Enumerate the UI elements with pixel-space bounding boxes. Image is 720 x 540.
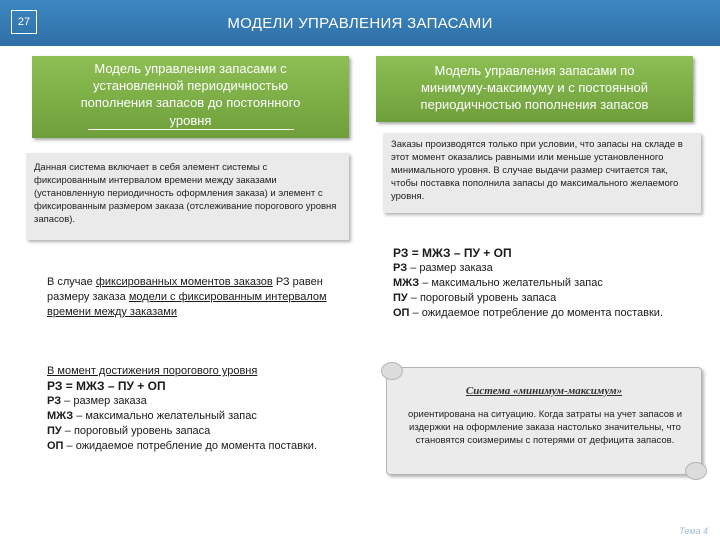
left-heading-line: пополнения запасов до постоянного <box>80 95 301 110</box>
definition-term: РЗ <box>47 395 62 407</box>
left-heading-line: установленной периодичностью <box>93 78 288 93</box>
scroll-curl-icon <box>381 362 403 380</box>
left-heading-line: Модель управления запасами с <box>94 61 287 76</box>
threshold-block <box>47 364 337 454</box>
right-heading-line: периодичностью пополнения запасов <box>420 97 649 112</box>
right-model-heading <box>376 56 693 122</box>
page-title: МОДЕЛИ УПРАВЛЕНИЯ ЗАПАСАМИ <box>227 14 493 32</box>
definition-text: – ожидаемое потребление до момента поставки. <box>63 440 318 452</box>
fixed-moments-link[interactable]: фиксированных моментов заказов <box>95 276 273 288</box>
definition-term: РЗ <box>393 262 408 274</box>
scroll-curl-icon <box>685 462 707 480</box>
definition-term: ОП <box>47 440 64 452</box>
slide-number: 27 <box>11 10 37 34</box>
definition-line <box>393 291 693 306</box>
fixed-moments-middle: РЗ равен размеру заказа <box>47 276 323 303</box>
definition-text: – пороговый уровень запаса <box>407 292 557 304</box>
topic-footer: Тема 4 <box>679 526 708 536</box>
scroll-body: ориентирована на ситуацию. Когда затраты на учет запасов и издержки на оформление заказа настолько значительны, что становятся соизмеримы с потерями от дефицита запасов. <box>407 409 683 446</box>
fixed-interval-model-link[interactable]: модели с фиксированным интервалом времени между заказами <box>47 291 327 318</box>
fixed-moments-text <box>47 275 337 320</box>
left-description-box: Данная система включает в себя элемент системы с фиксированным интервалом времени между заказами (установленную периодичность оформления заказа) и элемент с фиксированным размером заказа (отслеживание порогового уровня запасов). <box>26 153 349 240</box>
right-formula: РЗ = МЖЗ – ПУ + ОП <box>393 246 512 260</box>
definition-term: МЖЗ <box>393 277 420 289</box>
left-formula: РЗ = МЖЗ – ПУ + ОП <box>47 379 166 393</box>
definition-line <box>47 394 337 409</box>
definition-line <box>393 306 693 321</box>
definition-term: ПУ <box>47 425 62 437</box>
definition-term: ПУ <box>393 292 408 304</box>
definition-term: МЖЗ <box>47 410 74 422</box>
definition-text: – размер заказа <box>407 262 493 274</box>
threshold-intro: В момент достижения порогового уровня <box>47 365 258 377</box>
definition-text: – размер заказа <box>61 395 147 407</box>
definition-text: – пороговый уровень запаса <box>61 425 211 437</box>
min-max-scroll <box>386 367 702 475</box>
definition-line <box>47 409 337 424</box>
definition-text: – ожидаемое потребление до момента поставки. <box>409 307 664 319</box>
left-heading-line: уровня <box>88 112 294 130</box>
definition-line <box>393 276 693 291</box>
definition-text: – максимально желательный запас <box>73 410 257 422</box>
right-description-box: Заказы производятся только при условии, что запасы на складе в этот момент оказались равными или меньше установленного минимального уровня. В случае выдачи размер считается так, чтобы поставка пополнила запасы до максимального желаемого уровня. <box>383 133 701 213</box>
definition-text: – максимально желательный запас <box>419 277 603 289</box>
left-model-heading <box>32 56 349 138</box>
right-heading-line: Модель управления запасами по <box>434 63 635 78</box>
definition-line <box>47 439 337 454</box>
definition-term: ОП <box>393 307 410 319</box>
definition-line <box>47 424 337 439</box>
definition-line <box>393 261 693 276</box>
right-formula-block <box>393 246 693 321</box>
right-heading-line: минимуму-максимуму и с постоянной <box>420 80 649 95</box>
fixed-moments-prefix: В случае <box>47 276 96 288</box>
scroll-title: Система «минимум-максимум» <box>465 385 623 397</box>
